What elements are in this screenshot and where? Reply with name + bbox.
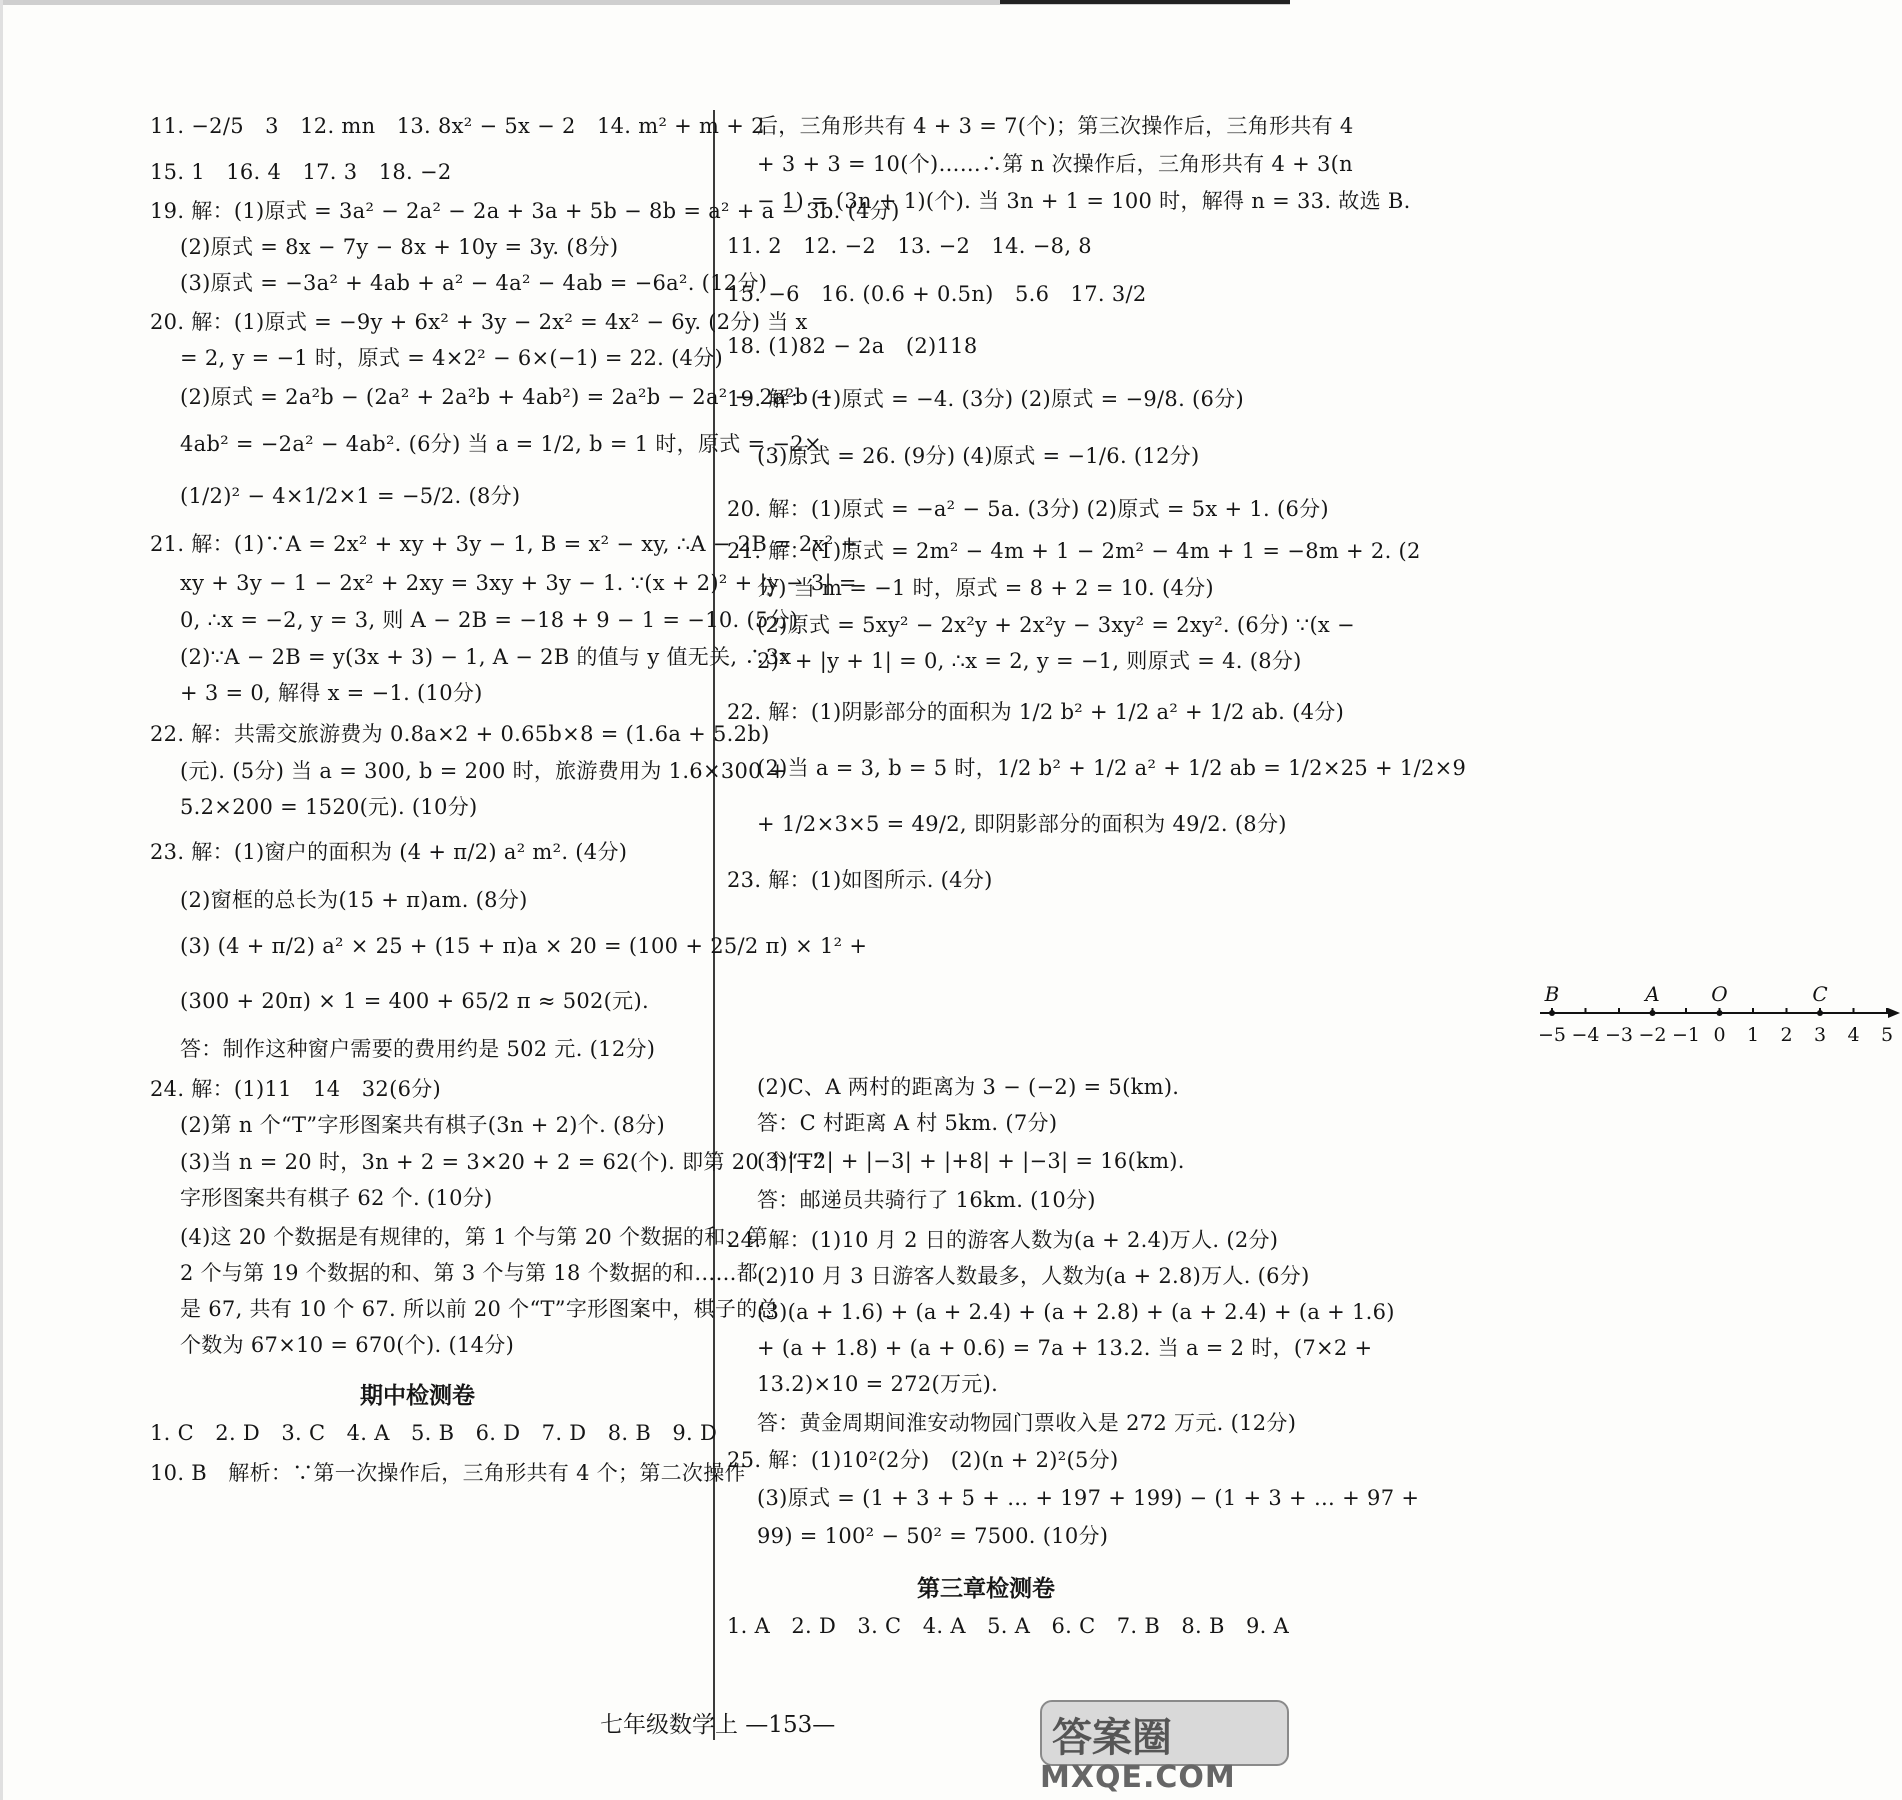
- number-line-point: [1650, 1010, 1656, 1016]
- tick-label: 3: [1813, 1024, 1827, 1046]
- answer-line: 分) 当 m = −1 时，原式 = 8 + 2 = 10. (4分): [757, 576, 1214, 600]
- answer-line: (2)原式 = 5xy² − 2x²y + 2x²y − 3xy² = 2xy². (6分) ∵(x −: [757, 613, 1355, 637]
- answer-line: (2)10 月 3 日游客人数最多，人数为(a + 2.8)万人. (6分): [757, 1264, 1310, 1288]
- answer-line: 20. 解：(1)原式 = −9y + 6x² + 3y − 2x² = 4x² − 6y. (2分) 当 x: [150, 310, 808, 334]
- answer-line: 20. 解：(1)原式 = −a² − 5a. (3分) (2)原式 = 5x + 1. (6分): [727, 497, 1329, 521]
- answer-line: 10. B 解析：∵第一次操作后，三角形共有 4 个；第二次操作: [150, 1461, 746, 1485]
- answer-line: (300 + 20π) × 1 = 400 + 65/2 π ≈ 502(元).: [180, 989, 649, 1013]
- answer-line: (3)(a + 1.6) + (a + 2.4) + (a + 2.8) + (a + 2.4) + (a + 1.6): [757, 1300, 1395, 1324]
- answer-line: (3)原式 = 26. (9分) (4)原式 = −1/6. (12分): [757, 444, 1200, 468]
- answer-line: (3)原式 = −3a² + 4ab + a² − 4a² − 4ab = −6a². (12分): [180, 271, 768, 295]
- answer-line: 字形图案共有棋子 62 个. (10分): [180, 1186, 493, 1210]
- tick-label: 1: [1746, 1024, 1760, 1046]
- answer-line: 13.2)×10 = 272(万元).: [757, 1372, 999, 1396]
- number-line-point: [1817, 1010, 1823, 1016]
- tick-label: −5: [1537, 1024, 1567, 1046]
- section-title-midterm: 期中检测卷: [360, 1383, 475, 1409]
- answer-line: 24. 解：(1)10 月 2 日的游客人数为(a + 2.4)万人. (2分): [727, 1228, 1279, 1252]
- tick-label: −3: [1604, 1024, 1634, 1046]
- answer-line: 11. −2/5 3 12. mn 13. 8x² − 5x − 2 14. m² + m + 2: [150, 114, 765, 138]
- answer-line: 1. C 2. D 3. C 4. A 5. B 6. D 7. D 8. B 9. D: [150, 1421, 718, 1445]
- answer-line: (2)原式 = 8x − 7y − 8x + 10y = 3y. (8分): [180, 235, 619, 259]
- tick-label: −4: [1571, 1024, 1600, 1046]
- point-label: C: [1812, 982, 1828, 1006]
- answer-line: 99) = 100² − 50² = 7500. (10分): [757, 1524, 1109, 1548]
- watermark-title: 答案圈: [1052, 1715, 1172, 1761]
- answer-line: 25. 解：(1)10²(2分) (2)(n + 2)²(5分): [727, 1448, 1119, 1472]
- answer-line: 2)² + |y + 1| = 0, ∴x = 2, y = −1, 则原式 = 4. (8分): [757, 649, 1302, 673]
- answer-line: (3) (4 + π/2) a² × 25 + (15 + π)a × 20 = (100 + 25/2 π) × 1² +: [180, 934, 868, 958]
- answer-line: 后，三角形共有 4 + 3 = 7(个)；第三次操作后，三角形共有 4: [757, 114, 1354, 138]
- answer-line: + 1/2×3×5 = 49/2, 即阴影部分的面积为 49/2. (8分): [757, 812, 1287, 836]
- answer-line: 0, ∴x = −2, y = 3, 则 A − 2B = −18 + 9 − 1 = −10. (5分): [180, 608, 799, 632]
- point-label: O: [1711, 982, 1728, 1006]
- answer-line: 答：黄金周期间淮安动物园门票收入是 272 万元. (12分): [757, 1411, 1297, 1435]
- answer-line: (3)原式 = (1 + 3 + 5 + … + 197 + 199) − (1 + 3 + … + 97 +: [757, 1486, 1420, 1510]
- answer-line: (2)∵A − 2B = y(3x + 3) − 1, A − 2B 的值与 y 值无关, ∴3x: [180, 645, 792, 669]
- answer-line: + 3 + 3 = 10(个)……∴第 n 次操作后，三角形共有 4 + 3(n: [757, 152, 1353, 176]
- answer-line: (2)窗框的总长为(15 + π)am. (8分): [180, 888, 528, 912]
- answer-line: 23. 解：(1)如图所示. (4分): [727, 868, 993, 892]
- answer-line: 18. (1)82 − 2a (2)118: [727, 334, 978, 358]
- number-line-point: [1717, 1010, 1723, 1016]
- answer-line: (2)第 n 个“T”字形图案共有棋子(3n + 2)个. (8分): [180, 1113, 665, 1137]
- answer-line: (3)|−2| + |−3| + |+8| + |−3| = 16(km).: [757, 1149, 1185, 1173]
- answer-line: 19. 解：(1)原式 = −4. (3分) (2)原式 = −9/8. (6分): [727, 387, 1244, 411]
- answer-line: (2)原式 = 2a²b − (2a² + 2a²b + 4ab²) = 2a²b − 2a² − 2a²b −: [180, 385, 834, 409]
- section-title-chapter3: 第三章检测卷: [917, 1576, 1055, 1602]
- tick-label: −1: [1671, 1024, 1701, 1046]
- answer-line: (元). (5分) 当 a = 300, b = 200 时，旅游费用为 1.6×300 +: [180, 759, 787, 783]
- watermark-url: MXQE.COM: [1040, 1760, 1236, 1795]
- answer-line: 21. 解：(1)∵A = 2x² + xy + 3y − 1, B = x² − xy, ∴A − 2B = 2x² +: [150, 532, 859, 556]
- answer-line: 答：邮递员共骑行了 16km. (10分): [757, 1188, 1096, 1212]
- answer-line: 19. 解：(1)原式 = 3a² − 2a² − 2a + 3a + 5b − 8b = a² + a − 3b. (4分): [150, 199, 900, 223]
- answer-line: xy + 3y − 1 − 2x² + 2xy = 3xy + 3y − 1. ∵(x + 2)² + |y − 3| =: [180, 571, 857, 595]
- answer-line: 2 个与第 19 个数据的和、第 3 个与第 18 个数据的和……都: [180, 1261, 759, 1285]
- answer-line: (3)当 n = 20 时，3n + 2 = 3×20 + 2 = 62(个). 即第 20 个“T”: [180, 1150, 824, 1174]
- answer-line: 11. 2 12. −2 13. −2 14. −8, 8: [727, 234, 1092, 258]
- site-watermark-logo: [1040, 1700, 1285, 1798]
- answer-line: = 2, y = −1 时，原式 = 4×2² − 6×(−1) = 22. (4分): [180, 346, 724, 370]
- answer-line: 4ab² = −2a² − 4ab². (6分) 当 a = 1/2, b = 1 时，原式 = −2×: [180, 432, 822, 456]
- answer-line: 1. A 2. D 3. C 4. A 5. A 6. C 7. B 8. B 9. A: [727, 1614, 1290, 1638]
- answer-line: 24. 解：(1)11 14 32(6分): [150, 1077, 442, 1101]
- tick-label: 2: [1780, 1024, 1793, 1046]
- answer-line: 22. 解：共需交旅游费为 0.8a×2 + 0.65b×8 = (1.6a + 5.2b): [150, 722, 770, 746]
- answer-line: 23. 解：(1)窗户的面积为 (4 + π/2) a² m². (4分): [150, 840, 628, 864]
- answer-line: (2)当 a = 3, b = 5 时，1/2 b² + 1/2 a² + 1/2 ab = 1/2×25 + 1/2×9: [757, 756, 1467, 780]
- number-line-point: [1549, 1010, 1555, 1016]
- number-line-arrow: [1888, 1008, 1900, 1018]
- tick-label: 0: [1713, 1024, 1726, 1046]
- point-label: B: [1544, 982, 1560, 1006]
- tick-label: 5: [1880, 1024, 1894, 1046]
- point-label: A: [1645, 982, 1660, 1006]
- answer-line: + 3 = 0, 解得 x = −1. (10分): [180, 681, 483, 705]
- answer-line: (2)C、A 两村的距离为 3 − (−2) = 5(km).: [757, 1075, 1180, 1099]
- answer-line: 15. −6 16. (0.6 + 0.5n) 5.6 17. 3/2: [727, 282, 1147, 306]
- answer-line: 15. 1 16. 4 17. 3 18. −2: [150, 160, 452, 184]
- tick-label: 4: [1847, 1024, 1860, 1046]
- answer-line: − 1) = (3n + 1)(个). 当 3n + 1 = 100 时，解得 n = 33. 故选 B.: [757, 189, 1411, 213]
- answer-line: 22. 解：(1)阴影部分的面积为 1/2 b² + 1/2 a² + 1/2 ab. (4分): [727, 700, 1345, 724]
- answer-line: 个数为 67×10 = 670(个). (14分): [180, 1333, 515, 1357]
- answer-line: (1/2)² − 4×1/2×1 = −5/2. (8分): [180, 484, 521, 508]
- number-line-diagram: [1532, 982, 1902, 1065]
- answer-line: 5.2×200 = 1520(元). (10分): [180, 795, 478, 819]
- answer-line: 答：C 村距离 A 村 5km. (7分): [757, 1111, 1058, 1135]
- page-footer: 七年级数学上 —153—: [600, 1712, 836, 1738]
- answer-line: 是 67, 共有 10 个 67. 所以前 20 个“T”字形图案中，棋子的总: [180, 1297, 779, 1321]
- tick-label: −2: [1638, 1024, 1667, 1046]
- left-scan-edge: [0, 0, 3, 1800]
- answer-line: (4)这 20 个数据是有规律的，第 1 个与第 20 个数据的和、第: [180, 1225, 769, 1249]
- answer-line: 答：制作这种窗户需要的费用约是 502 元. (12分): [180, 1037, 656, 1061]
- answer-line: + (a + 1.8) + (a + 0.6) = 7a + 13.2. 当 a = 2 时，(7×2 +: [757, 1336, 1373, 1360]
- top-scan-mark: [1000, 0, 1290, 4]
- answer-line: 21. 解：(1)原式 = 2m² − 4m + 1 − 2m² − 4m + 1 = −8m + 2. (2: [727, 539, 1421, 563]
